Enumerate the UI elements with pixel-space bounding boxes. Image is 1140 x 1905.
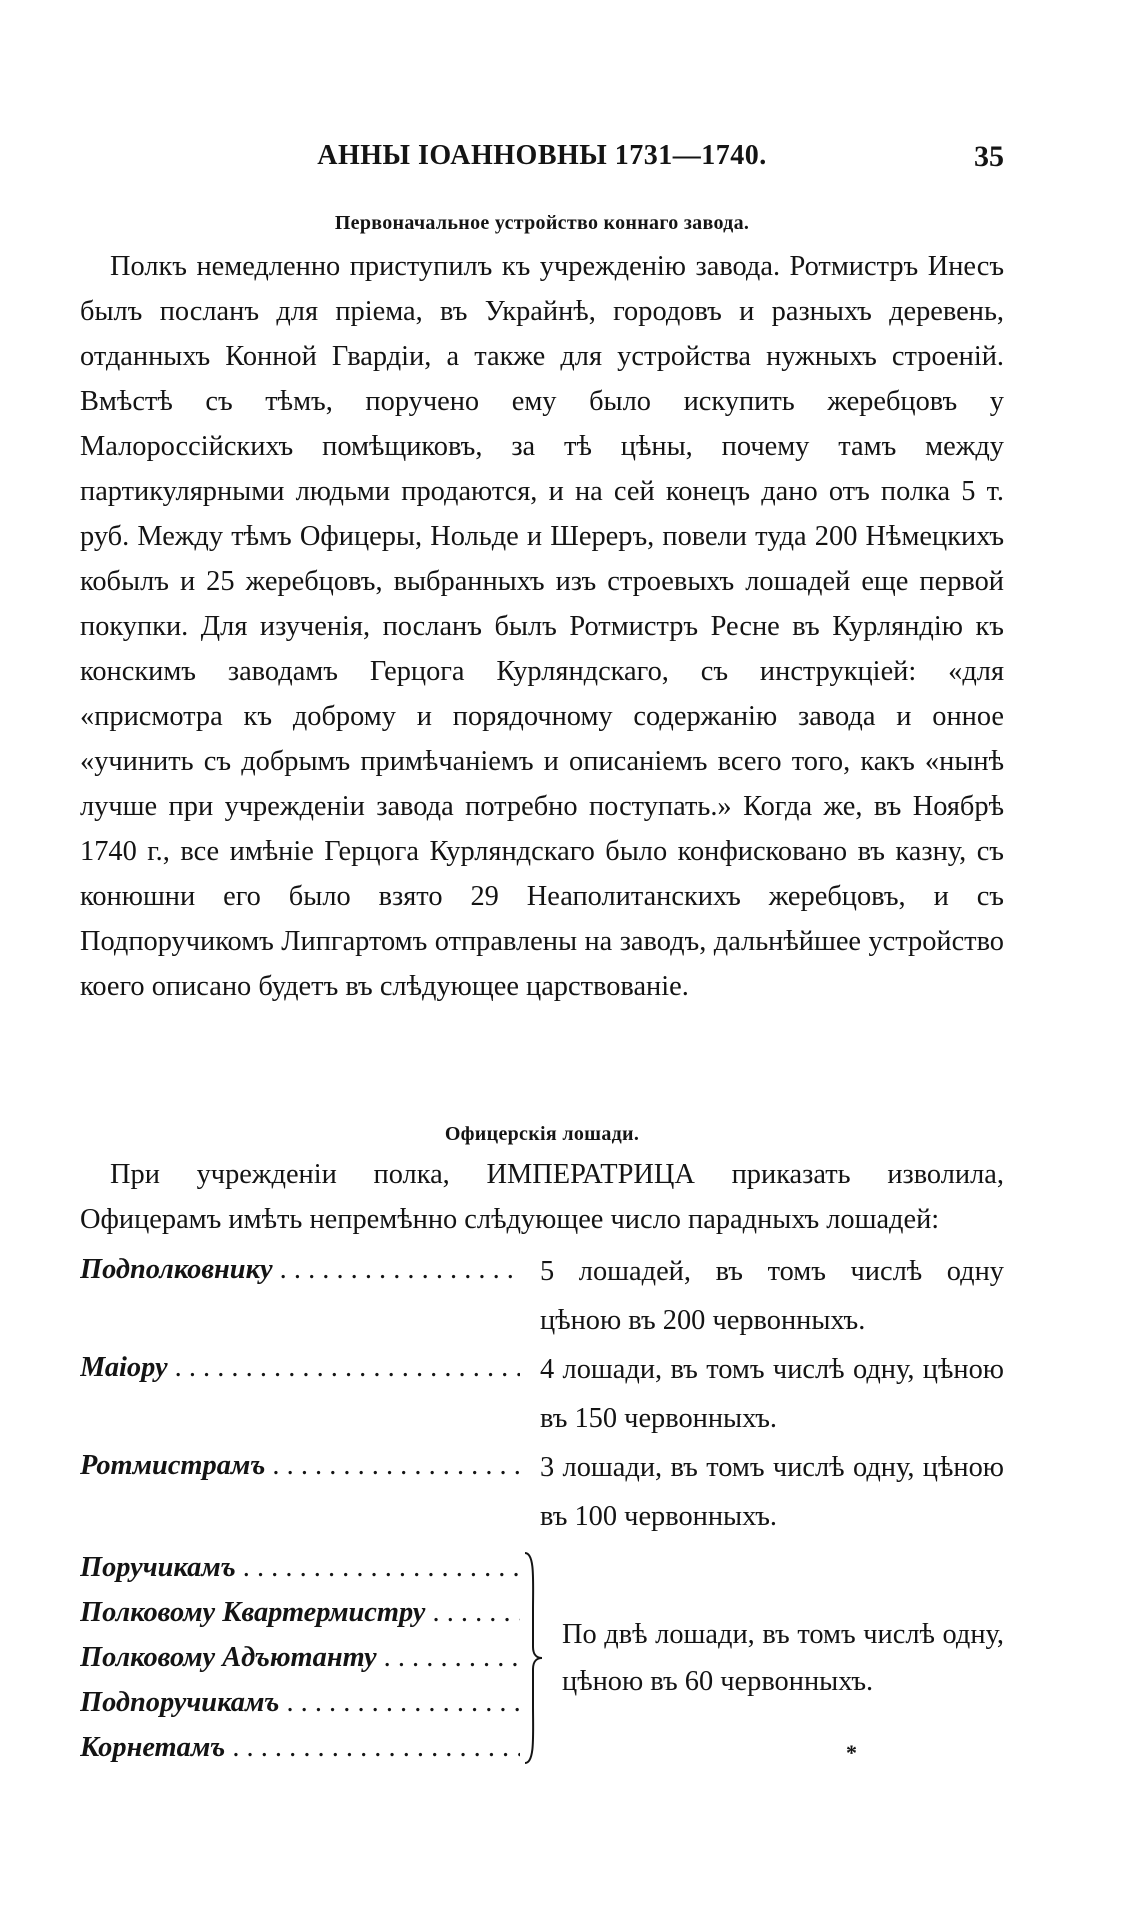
- rank-name: Корнетамъ . . .: [80, 1725, 520, 1770]
- rank-name: Подполковнику . . .: [80, 1247, 520, 1292]
- section-heading-stud-farm: Первоначальное устройство коннаго завода.: [334, 212, 750, 234]
- rank-name: Подпоручикамъ . . .: [80, 1680, 520, 1725]
- grouped-ranks: [80, 1545, 1004, 1770]
- rank-allocation: 3 лошади, въ томъ числѣ одну, цѣною въ 100 червонныхъ.: [540, 1452, 1004, 1532]
- rank-allocation: 5 лошадей, въ томъ числѣ одну цѣною въ 200 червонныхъ.: [540, 1256, 1004, 1336]
- rank-name: Поручикамъ . . .: [80, 1545, 520, 1590]
- running-header: [80, 140, 1004, 184]
- ornament-star: *: [846, 1740, 857, 1765]
- rank-name: Ротмистрамъ . . .: [80, 1443, 520, 1488]
- page-number: 35: [974, 140, 1004, 173]
- grouped-rank-list: [80, 1545, 520, 1770]
- section-heading-officer-horses: Офицерскія лошади.: [444, 1123, 640, 1145]
- right-curly-brace: [522, 1551, 544, 1765]
- rank-allocation: 4 лошади, въ томъ числѣ одну, цѣною въ 150 червонныхъ.: [540, 1354, 1004, 1434]
- allocation-row: [80, 1247, 1004, 1345]
- running-title: АННЫ ІОАННОВНЫ 1731—1740.: [317, 140, 767, 171]
- grouped-allocation: По двѣ лошади, въ томъ числѣ одну, цѣною въ 60 червонныхъ.: [562, 1619, 1004, 1697]
- paragraph-officer-horses: При учрежденіи полка, ИМПЕРАТРИЦА приказать изволила, Офицерамъ имѣть непремѣнно слѣдующее число парадныхъ лошадей:: [80, 1159, 1004, 1235]
- allocation-row: [80, 1443, 1004, 1541]
- allocation-row: [80, 1345, 1004, 1443]
- rank-name: Маіору . . .: [80, 1345, 520, 1390]
- rank-name: Полковому Адъютанту . . .: [80, 1635, 520, 1680]
- rank-name: Полковому Квартермистру . . .: [80, 1590, 520, 1635]
- paragraph-stud-farm: Полкъ немедленно приступилъ къ учрежденію завода. Ротмистръ Инесъ былъ посланъ для пріема, въ Украйнѣ, городовъ и разныхъ деревень, отданныхъ Конной Гвардіи, а также для устройства нужныхъ строеній. Вмѣстѣ съ тѣмъ, поручено ему было искупить жеребцовъ у Малороссійскихъ помѣщиковъ, за тѣ цѣны, почему тамъ между партикулярными людьми продаются, и на сей конецъ дано отъ полка 5 т. руб. Между тѣмъ Офицеры, Нольде и Шереръ, повели туда 200 Нѣмецкихъ кобылъ и 25 жеребцовъ, выбранныхъ изъ строевыхъ лошадей еще первой покупки. Для изученія, посланъ былъ Ротмистръ Ресне въ Курляндію къ конскимъ заводамъ Герцога Курляндскаго, съ инструкціей: «для «присмотра къ доброму и порядочному содержанію завода и онное «учинить съ добрымъ примѣчаніемъ и описаніемъ всего того, какъ «нынѣ лучше при учрежденіи завода потребно поступать.» Когда же, въ Ноябрѣ 1740 г., все имѣніе Герцога Курляндскаго было конфисковано въ казну, съ конюшни его было взято 29 Неаполитанскихъ жеребцовъ, и съ Подпоручикомъ Липгартомъ отправлены на заводъ, дальнѣйшее устройство коего описано будетъ въ слѣдующее царствованіе.: [80, 251, 1004, 1002]
- horse-allocation-list: [80, 1247, 1004, 1770]
